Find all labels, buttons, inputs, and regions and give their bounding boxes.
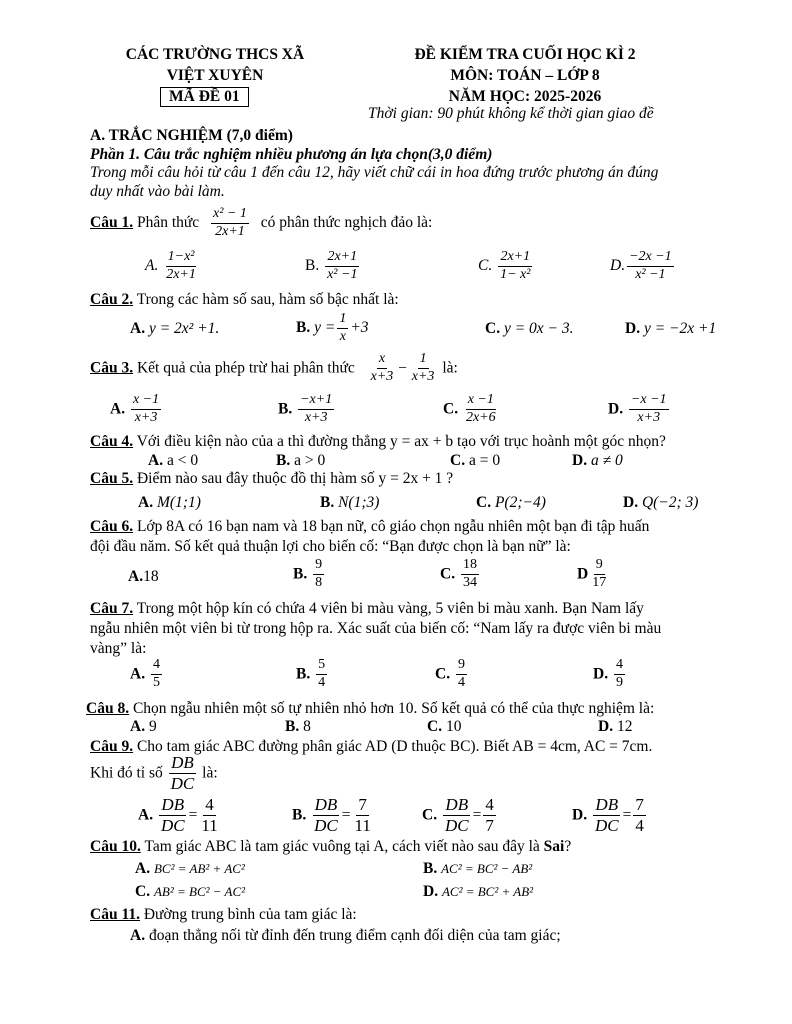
q5-option-d: D. Q(−2; 3)	[623, 494, 699, 511]
exam-subject: MÔN: TOÁN – LỚP 8	[450, 66, 600, 84]
q6-option-c: C. $\frac{18}{34}$	[440, 557, 477, 590]
q5-option-a: A. M(1;1)	[138, 494, 201, 511]
question-4	[90, 433, 666, 451]
q11-option-a: A. đoạn thẳng nối từ đỉnh đến trung điểm cạnh đối diện của tam giác;	[130, 927, 561, 944]
exam-title: ĐỀ KIỂM TRA CUỐI HỌC KÌ 2	[414, 46, 636, 63]
question-5	[90, 470, 453, 488]
q2-option-d: D. y = −2x +1	[625, 320, 717, 337]
question-11-label: Câu 11.	[90, 906, 140, 923]
q7-option-c: C. $\frac{9}{4}$	[435, 657, 465, 690]
q3-option-a: A. $\frac{x -1}{x+3}$	[110, 392, 160, 425]
question-9-line2: Khi đó tỉ số $\frac{DB}{DC}$ là:	[90, 753, 218, 793]
question-10-label: Câu 10.	[90, 838, 141, 855]
q3-option-c: C. $\frac{x -1}{2x+6}$	[443, 392, 496, 425]
q1-option-c: C. $\frac{2x+1}{\text{1− x²}}$	[478, 249, 531, 282]
question-10-text-a: Tam giác ABC là tam giác vuông tại A, cách viết nào sau đây là	[144, 838, 544, 855]
question-3: Câu 3. Kết quả của phép trừ hai phân thức $\frac{x}{x+3}$ − $\frac{1}{x+3}$ là:	[90, 351, 458, 384]
school-line1: CÁC TRƯỜNG THCS XÃ	[125, 46, 305, 63]
q2-option-c: C. y = 0x − 3.	[485, 320, 574, 337]
question-11-text: Đường trung bình của tam giác là:	[143, 906, 357, 923]
q6-option-d: D $\frac{9}{17}$	[577, 557, 607, 590]
school-line2: VIỆT XUYÊN	[166, 66, 264, 84]
question-5-label: Câu 5.	[90, 470, 134, 487]
question-3-text-a: Kết quả của phép trừ hai phân thức	[136, 359, 355, 377]
q6-option-a: A.18	[128, 568, 159, 585]
q2-option-b: B. y = $\frac{1}{x}$ +3	[296, 311, 369, 344]
exam-time: Thời gian: 90 phút không kể thời gian giao đề	[368, 105, 654, 122]
q7-option-a: A. $\frac{4}{5}$	[130, 657, 160, 690]
question-4-text: Với điều kiện nào của a thì đường thẳng y = ax + b tạo với trục hoành một góc nhọn?	[136, 433, 666, 450]
q10-option-b: B. AC² = BC² − AB²	[423, 860, 533, 877]
question-6-line1: Lớp 8A có 16 bạn nam và 18 bạn nữ, cô giáo chọn ngẫu nhiên một bạn đi tập huấn	[136, 518, 650, 535]
question-11	[90, 906, 357, 924]
q10-option-c: C. AB² = BC² − AC²	[135, 883, 246, 900]
question-6	[90, 518, 649, 556]
question-6-label: Câu 6.	[90, 518, 134, 535]
question-1	[90, 207, 432, 239]
q10-option-d: D. AC² = BC² + AB²	[423, 883, 534, 900]
question-8	[86, 700, 654, 718]
q4-option-a: A. a < 0	[148, 452, 199, 469]
question-10: Câu 10. Tam giác ABC là tam giác vuông tại A, cách viết nào sau đây là Sai?	[90, 838, 572, 855]
q6-option-b: B. $\frac{9}{8}$	[293, 557, 323, 590]
exam-code: MÃ ĐỀ 01	[160, 87, 249, 107]
exam-heading	[395, 46, 655, 105]
school-name	[95, 46, 335, 85]
q8-option-d: D. 12	[598, 718, 633, 735]
q5-option-c: C. P(2;−4)	[476, 494, 546, 511]
q8-option-a: A. 9	[130, 718, 157, 735]
q3-option-d: D. $\frac{-x -1}{x+3}$	[608, 392, 667, 425]
question-8-text: Chọn ngẫu nhiên một số tự nhiên nhỏ hơn 10. Số kết quả có thể của thực nghiệm là:	[132, 700, 655, 717]
question-7	[90, 600, 661, 657]
q9-option-c: C. $\frac{DB}{DC}$ = $\frac{4}{7}$	[422, 795, 494, 835]
question-9-line1: Cho tam giác ABC đường phân giác AD (D thuộc BC). Biết AB = 4cm, AC = 7cm.	[136, 738, 653, 755]
question-7-label: Câu 7.	[90, 600, 134, 617]
q5-option-b: B. N(1;3)	[320, 494, 380, 511]
q1-option-a: A. $\frac{\text{1−x²}}{2x+1}$	[145, 249, 196, 282]
question-7-line1: Trong một hộp kín có chứa 4 viên bi màu vàng, 5 viên bi màu xanh. Bạn Nam lấy	[136, 600, 644, 617]
question-4-label: Câu 4.	[90, 433, 134, 450]
q7-option-b: B. $\frac{5}{4}$	[296, 657, 326, 690]
q9-option-b: B. $\frac{DB}{DC}$ = $\frac{7}{11}$	[292, 795, 371, 835]
question-1-fraction: $\frac{\text{x² − 1}}{2x+1}$	[213, 206, 247, 239]
q3-option-b: B. $\frac{-x+1}{x+3}$	[278, 392, 333, 425]
question-7-line2: ngẫu nhiên một viên bi từ trong hộp ra. Xác suất của biến cố: “Nam lấy ra được viên bi màu	[90, 619, 662, 637]
question-10-text-b: Sai	[543, 838, 565, 855]
question-8-label: Câu 8.	[86, 700, 130, 717]
q4-option-d: D. a ≠ 0	[572, 452, 623, 469]
part1-title: Phần 1. Câu trắc nghiệm nhiều phương án lựa chọn(3,0 điểm)	[90, 146, 493, 163]
q4-option-b: B. a > 0	[276, 452, 326, 469]
q10-option-a: A. BC² = AB² + AC²	[135, 860, 245, 877]
q2-option-a: A. y = 2x² +1.	[130, 320, 220, 337]
section-a-title: A. TRẮC NGHIỆM (7,0 điểm)	[90, 127, 293, 144]
exam-year: NĂM HỌC: 2025-2026	[448, 87, 602, 105]
question-1-label: Câu 1.	[90, 213, 134, 231]
q1-option-b: B. $\frac{2x+1}{\text{x² −1}}$	[305, 249, 358, 282]
q7-option-d: D. $\frac{4}{9}$	[593, 657, 623, 690]
question-2-label: Câu 2.	[90, 291, 134, 308]
q9-option-a: A. $\frac{DB}{DC}$ = $\frac{4}{11}$	[138, 795, 218, 835]
q9-option-d: D. $\frac{DB}{DC}$ = $\frac{7}{4}$	[572, 795, 644, 835]
question-1-text-b: có phân thức nghịch đảo là:	[260, 213, 433, 231]
question-7-line3: vàng” là:	[90, 639, 147, 657]
question-3-label: Câu 3.	[90, 359, 134, 377]
question-1-text-a: Phân thức	[136, 213, 200, 231]
question-5-text: Điểm nào sau đây thuộc đồ thị hàm số y = 2x + 1 ?	[136, 470, 454, 487]
q4-option-c: C. a = 0	[450, 452, 501, 469]
question-6-line2: đội đầu năm. Số kết quả thuận lợi cho biến cố: “Bạn được chọn là bạn nữ” là:	[90, 537, 571, 555]
question-2	[90, 291, 399, 309]
instruction-line1: Trong mỗi câu hỏi từ câu 1 đến câu 12, hãy viết chữ cái in hoa đứng trước phương án đúng	[90, 164, 659, 181]
q8-option-b: B. 8	[285, 718, 311, 735]
q1-option-d: D. $\frac{-2x -1}{\text{x² −1}}$	[610, 249, 672, 282]
question-9-label: Câu 9.	[90, 738, 134, 755]
instruction-line2: duy nhất vào bài làm.	[90, 183, 225, 200]
q8-option-c: C. 10	[427, 718, 462, 735]
question-2-text: Trong các hàm số sau, hàm số bậc nhất là:	[136, 291, 399, 308]
question-3-text-b: là:	[442, 359, 458, 377]
